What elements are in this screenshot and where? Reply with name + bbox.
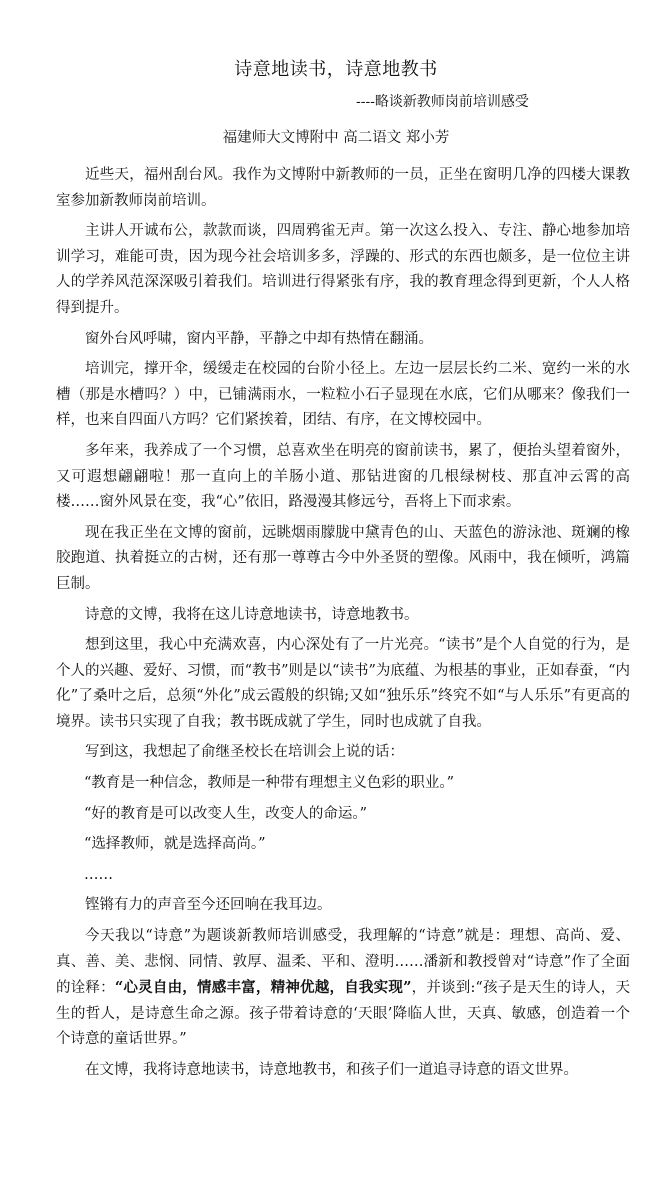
poetic-text-start: 今天我以“诗意”为题谈新教师培训感受，我理解的“诗意”就是：理想、高尚、爱、真、善、美、悲悯、同情、敦厚、温柔、平和、澄明……潘新和教授曾对“诗意”作了全面的诠释： (56, 928, 630, 997)
poetic-text-end: ，并谈到:“孩子是天生的诗人，天生的哲人，是诗意生命之源。孩子带着诗意的‘天眼’降临人世，天真、敏感，创造着一个个诗意的童话世界。” (56, 980, 630, 1048)
poetic-definition-bold: “心灵自由，情感丰富，精神优越，自我实现” (114, 979, 412, 997)
quote-line: “选择教师，就是选择高尚。” (84, 836, 266, 853)
article-title: 诗意地读书，诗意地教书 (234, 59, 438, 80)
paragraph: 培训完，撑开伞，缓缓走在校园的台阶小径上。左边一层层长约二米、宽约一米的水槽（那是水槽吗？）中，已铺满雨水，一粒粒小石子显现在水底，它们从哪来？像我们一样，也来自四面八方吗？它们紧挨着，团结、有序，在文博校园中。 (56, 361, 630, 429)
paragraph: 现在我正坐在文博的窗前，远眺烟雨朦胧中黛青色的山、天蓝色的游泳池、斑斓的橡胶跑道、执着挺立的古树，还有那一尊尊古今中外圣贤的塑像。风雨中，我在倾听，鸿篇巨制。 (56, 524, 630, 592)
closing-paragraph: 在文博，我将诗意地读书，诗意地教书，和孩子们一道追寻诗意的语文世界。 (85, 1062, 578, 1078)
paragraph: 铿锵有力的声音至今还回响在我耳边。 (85, 897, 332, 914)
article-subtitle: ----略谈新教师岗前培训感受 (356, 94, 529, 110)
ellipsis-line: …… (84, 866, 113, 883)
quote-line: “好的教育是可以改变人生，改变人的命运。” (84, 805, 368, 822)
author-line: 福建师大文博附中 高二语文 郑小芳 (222, 130, 450, 146)
paragraph: 窗外台风呼啸，窗内平静，平静之中却有热情在翻涌。 (85, 330, 433, 347)
paragraph: 多年来，我养成了一个习惯，总喜欢坐在明亮的窗前读书，累了，便抬头望着窗外，又可遐想翩翩啦！那一直向上的羊肠小道、那钻进窗的几根绿树枝、那直冲云霄的高楼……窗外风景在变，我“心”依旧，路漫漫其修远兮，吾将上下而求索。 (56, 442, 630, 511)
paragraph-poetic (56, 924, 630, 1053)
paragraph: 近些天，福州刮台风。我作为文博附中新教师的一员，正坐在窗明几净的四楼大课教室参加新教师岗前培训。 (56, 167, 630, 209)
paragraph: 诗意的文博，我将在这儿诗意地读书，诗意地教书。 (85, 606, 419, 623)
paragraph: 写到这，我想起了俞继圣校长在培训会上说的话： (85, 744, 404, 761)
quote-line: “教育是一种信念，教师是一种带有理想主义色彩的职业。” (84, 775, 455, 792)
article-body (56, 163, 630, 1084)
paragraph: 想到这里，我心中充满欢喜，内心深处有了一片光亮。“读书”是个人自觉的行为，是个人的兴趣、爱好、习惯，而“教书”则是以“读书”为底蕴、为根基的事业，正如春蚕，“内化”了桑叶之后，总须“外化”成云霞般的织锦;又如“独乐乐”终究不如“与人乐乐”有更高的境界。读书只实现了自我；教书既成就了学生，同时也成就了自我。 (56, 637, 630, 730)
paragraph: 主讲人开诚布公，款款而谈，四周鸦雀无声。第一次这么投入、专注、静心地参加培训学习，难能可贵，因为现今社会培训多多，浮躁的、形式的东西也颇多，是一位位主讲人的学养风范深深吸引着我们。培训进行得紧张有序，我的教育理念得到更新，个人人格得到提升。 (56, 223, 630, 316)
